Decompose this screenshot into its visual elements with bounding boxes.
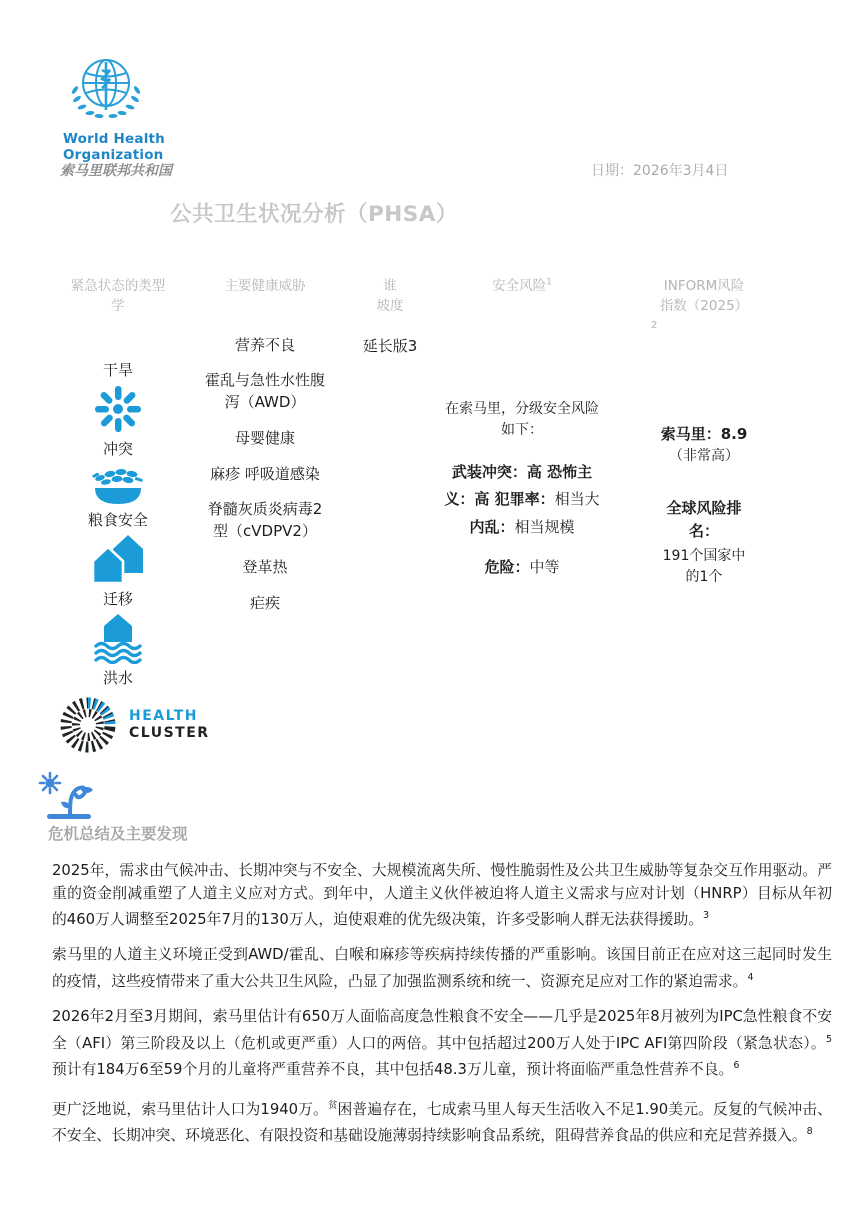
inform-score: 索马里：8.9 [660,424,748,443]
threat-item: 营养不良 [234,335,295,354]
threat-item: 登革热 [242,557,288,576]
who-emblem-icon [63,50,149,130]
health-cluster-line1: HEALTH [129,707,198,724]
flood-house-icon [92,612,144,664]
health-cluster-wordmark [129,708,210,743]
typology-label-conflict: 冲突 [102,439,133,458]
typology-label-flood: 洪水 [102,668,133,687]
threat-item: 疟疾 [249,593,280,612]
health-threats-column [179,333,351,688]
security-levels: 武装冲突：高 恐怖主义：高 犯罪率：相当大 内乱：相当规模 [444,462,600,536]
inform-rank-label: 全球风险排名： [666,499,742,540]
who-wordmark-line2: Organization [63,146,164,163]
header-typology: 紧急状态的类型学 [70,278,166,315]
header-threats: 主要健康威胁 [224,278,306,294]
health-cluster-line2: CLUSTER [129,725,210,741]
drought-sun-icon [92,383,144,435]
paragraph-1: 2025年，需求由气候冲击、长期冲突与不安全、大规模流离失所、慢性脆弱性及公共卫生威胁等复杂交互作用驱动。严重的资金削减重塑了人道主义应对方式。到年中，人道主义伙伴被迫将人道主义需求与应对计划（HNRP）目标从年初的460万人调整至2025年7月的130万人，迫使艰难的优先级决策，许多受影响人群无法获得援助。$^3$ [52,862,832,928]
date-label: 日期：2026年3月4日 [591,163,729,179]
header-inform: INFORM风险 指数（2025） 2 [651,278,749,331]
who-grade-value: 延长版3 [362,336,418,355]
inform-score-note: （非常高） [669,448,739,464]
typology-label-drought: 干旱 [102,360,133,379]
typology-label-migration: 迁移 [102,589,133,608]
threat-item: 脊髓灰质炎病毒2型（cVDPV2） [207,500,323,540]
inform-index-column [615,333,793,688]
threat-item: 母婴健康 [234,428,295,447]
page-title: 公共卫生状况分析（PHSA） [170,202,458,227]
typology-column [57,333,179,688]
typology-label-food-security: 粮食安全 [87,510,148,529]
health-cluster-logo [57,694,210,756]
crisis-summary-heading: 危机总结及主要发现 [48,825,188,843]
paragraph-2: 索马里的人道主义环境正受到AWD/霍乱、白喉和麻疹等疾病持续传播的严重影响。该国目前正在应对这三起同时发生的疫情，这些疫情带来了重大公共卫生风险，凸显了加强监测系统和统一、资源充足应对工作的紧迫需求。$^4$ [52,946,832,990]
migration-houses-icon [91,533,145,585]
header-who-grade: 谁 坡度 [376,278,404,315]
country-title: 索马里联邦共和国 [60,163,172,179]
who-wordmark [63,132,213,163]
paragraph-4: 更广泛地说，索马里估计人口为1940万。$^贫$困普遍存在，七成索马里人每天生活收入不足1.90美元。反复的气候冲击、不安全、长期冲突、环境恶化、有限投资和基础设施薄弱持续影响食品系统，阻碍营养食品的供应和充足营养摄入。$^8$ [52,1099,832,1145]
threat-item: 麻疹 呼吸道感染 [210,464,320,483]
inform-rank-value: 191个国家中的1个 [662,548,746,585]
threat-item: 霍乱与急性水性腹泻（AWD） [204,371,325,411]
food-security-icon [90,462,146,506]
security-danger: 危险：中等 [484,557,560,576]
who-logo [63,50,213,163]
body-text [52,860,832,1161]
security-intro: 在索马里，分级安全风险如下： [445,400,599,438]
header-security: 安全风险$^1$ [492,277,552,294]
emergency-overview-table [57,276,793,688]
paragraph-3: 2026年2月至3月期间，索马里估计有650万人面临高度急性粮食不安全——几乎是2025年8月被列为IPC急性粮食不安全（AFI）第三阶段及以上（危机或更严重）人口的两倍。其中包括超过200万人处于IPC AFI第四阶段（紧急状态）。$^5$ 预计有184万6至59个月的儿童将严重营养不良，其中包括48.3万儿童，预计将面临严重急性营养不良。$^6$ [52,1008,832,1079]
security-risk-column [429,333,615,688]
drought-crisis-icon [37,768,99,830]
who-grade-column [351,333,429,688]
who-wordmark-line1: World Health [63,131,165,147]
health-cluster-swirl-icon [57,694,119,756]
